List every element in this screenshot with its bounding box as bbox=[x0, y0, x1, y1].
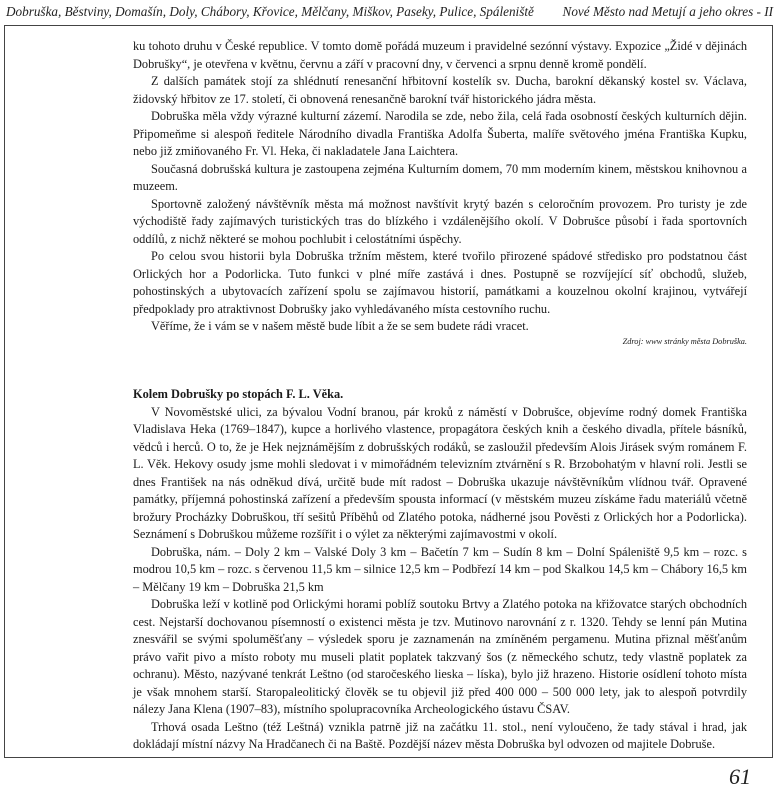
header-places: Dobruška, Běstviny, Domašín, Doly, Chábory, Křovice, Mělčany, Miškov, Paseky, Pulice, Spáleniště bbox=[6, 4, 534, 19]
header-book-title: Nové Město nad Metují a jeho okres - II bbox=[562, 4, 773, 19]
paragraph: Dobruška měla vždy výrazné kulturní zázemí. Narodila se zde, nebo žila, celá řada osobností českých kulturních dějin. Připomeňme si alespoň ředitele Národního divadla Františka Adolfa Šuberta, malíře světového jména Františka Kupku, nebo již zmiňovaného Fr. Vl. Heka, či nakladatele Jana Laichtera. bbox=[133, 109, 747, 158]
paragraph: Sportovně založený návštěvník města má možnost navštívit krytý bazén s celoročním provozem. Pro turisty je zde východiště řady zajímavých turistických tras do blízkého i vzdálenějšího okolí. V Dobrušce působí i řada sportovních oddílů, z nichž některé se mohou pochlubit i celostátními úspěchy. bbox=[133, 196, 747, 246]
paragraph: Současná dobrušská kultura je zastoupena zejména Kulturním domem, 70 mm moderním kinem, městskou knihovnou a muzeem. bbox=[133, 161, 747, 193]
section-dobruska-culture bbox=[133, 38, 747, 348]
page-number: 61 bbox=[729, 764, 751, 789]
paragraph: Dobruška leží v kotlině pod Orlickými horami poblíž soutoku Brtvy a Zlatého potoka na křižovatce starých obchodních cest. Nejstarší dochovanou písemností o existenci města je tzv. Mutinovo narovnání z r. 1320. Tehdy se lenní pán Mutina znesvářil se svými spoluměšťany – výsledek sporu je zaznamenán na zmíněném pergamenu. Mutina přiznal měšťanům právo vařit pivo a místo roboty mu museli platit poplatek takzvaný šos (z německého schutz, tedy vlastně poplatek za ochranu). Město, nazývané tenkrát Leštno (od staročeského lieska – líska), bylo již hrazeno. Historie osídlení tohoto místa je však mnohem starší. Staropaleolitický člověk se tu objevil již před 400 000 – 500 000 lety, jak to alespoň potvrdily nálezy Jana Klena (1907–83), místního spolupracovníka Archeologického ústavu ČSAV. bbox=[133, 597, 747, 716]
section-title: Kolem Dobrušky po stopách F. L. Věka. bbox=[133, 387, 344, 401]
paragraph: Z dalších památek stojí za shlédnutí renesanční hřbitovní kostelík sv. Ducha, barokní děkanský kostel sv. Václava, židovský hřbitov ze 17. století, či obnovená renesančně barokní tvář historického jádra města. bbox=[133, 74, 747, 106]
paragraph: V Novoměstské ulici, za bývalou Vodní branou, pár kroků z náměstí v Dobrušce, objevíme rodný domek Františka Vladislava Heka (1769–1847), kupce a horlivého vlastence, propagátora českých knih a českého divadla, přítele básníků, vědců i herců. O to, že je Hek nejznámějším z dobrušských rodáků, se zasloužil především Alois Jirásek svým románem F. L. Věk. Hekovy osudy jsme mohli sledovat i v mimořádném televizním ztvárnění s R. Brzobohatým v hlavní roli. Jestli se dnes František na nás odněkud dívá, určitě bude mít radost – Dobruška ukazuje návštěvníkům vlídnou tvář. Opravené památky, příjemná pohostinská zařízení a především spousta informací (v městském muzeu získáme řadu materiálů včetně brožury Procházky Dobruškou, tří sešitů Příběhů od Zlatého potoka, nádherné jsou Pověsti z Orlických hor a Podorlicka). Seznámení s Dobruškou můžeme rozšířit i o výlet za některými zajímavostmi v okolí. bbox=[133, 404, 747, 541]
paragraph: Trhová osada Leštno (též Leštná) vznikla patrně již na začátku 11. stol., není vyloučeno, že tady stával i hrad, jak dokládají místní názvy Na Hradčanech či na Baště. Pozdější název města Dobruška byl odvozen od majitele Dobruše. bbox=[133, 719, 747, 751]
paragraph: Po celou svou historii byla Dobruška tržním městem, které tvořilo přirozené spádové středisko pro podstatnou část Orlických hor a Podorlicka. Tuto funkci v plné míře zastává i dnes. Postupně se rozvíjející síť obchodů, služeb, pohostinských a ubytovacích zařízení spolu se zajímavou historií, památkami a kouzelnou okolní krajinou, vytvářejí předpoklady pro atraktivnost Dobrušky jako vyhledávaného místa cestovního ruchu. bbox=[133, 249, 747, 316]
paragraph: ku tohoto druhu v České republice. V tomto domě pořádá muzeum i pravidelné sezónní výstavy. Expozice „Židé v dějinách Dobrušky“, je otevřena v květnu, červnu a září v pracovní dny, v červenci a srpnu denně kromě pondělí. bbox=[133, 39, 747, 71]
running-header bbox=[6, 2, 773, 22]
route-description: Dobruška, nám. – Doly 2 km – Valské Doly 3 km – Bačetín 7 km – Sudín 8 km – Dolní Spáleniště 9,5 km – rozc. s modrou 10,5 km – rozc. s červenou 11,5 km – silnice 12,5 km – Podbřezí 14 km – pod Skalkou 14,5 km – Chábory 16,5 km – Mělčany 19 km – Dobruška 21,5 km bbox=[133, 544, 747, 594]
paragraph: Věříme, že i vám se v našem městě bude líbit a že se sem budete rádi vracet. bbox=[151, 319, 529, 333]
source-note: Zdroj: www stránky města Dobruška. bbox=[622, 336, 747, 346]
section-hek-trail bbox=[133, 386, 747, 754]
text-frame bbox=[4, 25, 773, 758]
